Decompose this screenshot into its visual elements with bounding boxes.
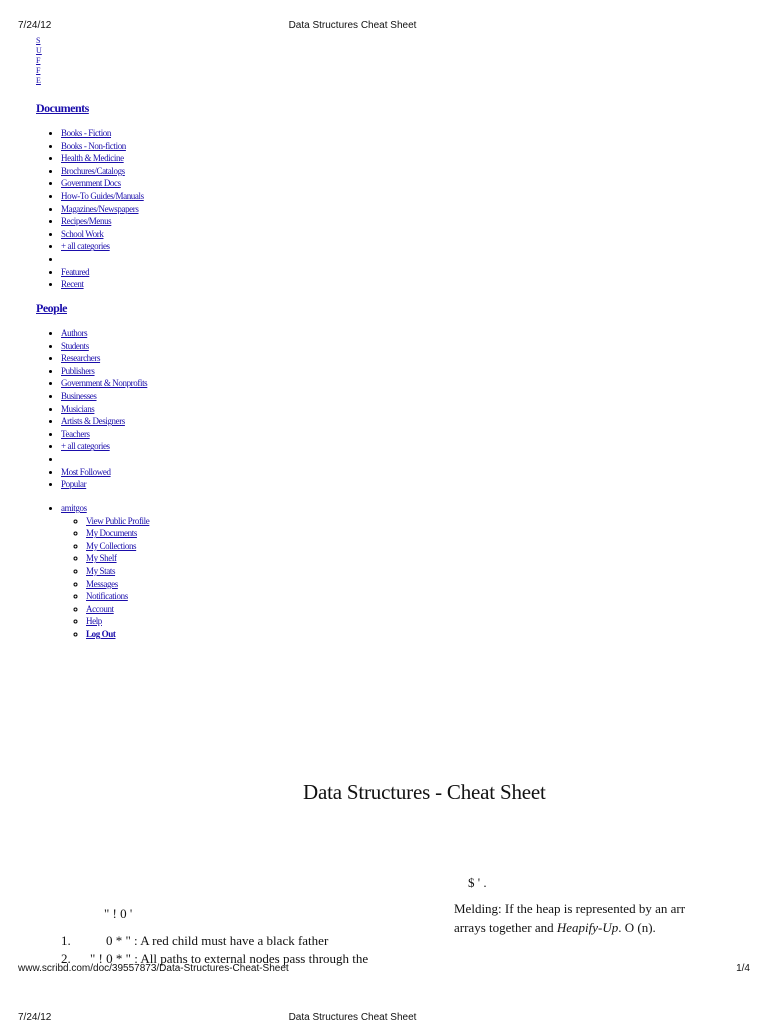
list-item	[61, 327, 147, 340]
list-item	[61, 177, 144, 190]
list-item	[86, 603, 149, 616]
category-link[interactable]: Books - Fiction	[61, 128, 112, 138]
recent-link[interactable]: Recent	[61, 279, 84, 290]
view-public-profile-link[interactable]: View Public Profile	[86, 515, 150, 526]
melding-text: arrays together and	[454, 920, 557, 935]
section-heading-fragment: $ ' .	[468, 875, 487, 890]
account-menu	[36, 502, 149, 641]
category-link[interactable]: School Work	[61, 228, 104, 239]
list-item	[61, 428, 147, 441]
list-item	[61, 365, 147, 378]
list-item	[61, 403, 147, 416]
list-item	[61, 165, 144, 178]
list-item	[61, 478, 147, 491]
category-link[interactable]: Authors	[61, 328, 88, 338]
top-nav-link[interactable]: F	[36, 66, 41, 75]
list-item	[61, 266, 144, 279]
my-collections-link[interactable]: My Collections	[86, 540, 137, 551]
section-heading-fragment: " ! 0 '	[104, 906, 133, 921]
list-item	[61, 240, 144, 253]
list-item	[61, 140, 144, 153]
my-stats-link[interactable]: My Stats	[86, 565, 116, 576]
category-link[interactable]: Publishers	[61, 365, 95, 376]
list-item	[61, 203, 144, 216]
all-categories-link[interactable]: + all categories	[61, 241, 110, 252]
list-item	[61, 228, 144, 241]
list-item-empty	[61, 253, 144, 266]
red-child-rule: 0 * " : A red child must have a black father	[106, 933, 329, 948]
top-nav-links	[36, 36, 42, 86]
my-documents-link[interactable]: My Documents	[86, 528, 137, 539]
list-item	[86, 527, 149, 540]
category-link[interactable]: Magazines/Newspapers	[61, 203, 139, 214]
list-item	[86, 578, 149, 591]
page-number: 1/4	[736, 963, 750, 974]
messages-link[interactable]: Messages	[86, 578, 118, 589]
all-categories-link[interactable]: + all categories	[61, 441, 110, 452]
top-nav-link[interactable]: F	[36, 56, 41, 65]
people-category-list	[36, 327, 147, 491]
category-link[interactable]: Books - Non-fiction	[61, 140, 126, 151]
my-shelf-link[interactable]: My Shelf	[86, 553, 117, 564]
print-title: Data Structures Cheat Sheet	[288, 1012, 417, 1023]
account-link[interactable]: Account	[86, 603, 114, 614]
list-item	[86, 628, 149, 641]
list-item	[86, 552, 149, 565]
page-url: www.scribd.com/doc/39557873/Data-Structures-Cheat-Sheet	[18, 963, 289, 974]
list-item	[61, 352, 147, 365]
account-user-item	[61, 502, 149, 641]
list-item	[61, 466, 147, 479]
username-link[interactable]: amitgos	[61, 503, 87, 513]
list-item	[86, 590, 149, 603]
account-submenu	[61, 515, 149, 641]
help-link[interactable]: Help	[86, 616, 102, 627]
most-followed-link[interactable]: Most Followed	[61, 466, 111, 477]
list-item	[61, 127, 144, 140]
document-title: Data Structures - Cheat Sheet	[303, 780, 546, 804]
list-number: 1.	[61, 933, 71, 948]
list-item	[61, 440, 147, 453]
category-link[interactable]: Teachers	[61, 428, 90, 439]
top-nav-link[interactable]: U	[36, 46, 42, 55]
featured-link[interactable]: Featured	[61, 266, 90, 277]
print-footer	[0, 963, 768, 977]
print-title: Data Structures Cheat Sheet	[288, 20, 417, 31]
melding-text-end: . O (n).	[618, 920, 656, 935]
popular-link[interactable]: Popular	[61, 479, 87, 490]
melding-line-2	[454, 920, 656, 936]
list-item	[61, 415, 147, 428]
list-item	[61, 278, 144, 291]
list-item	[61, 377, 147, 390]
melding-line-1: Melding: If the heap is represented by an arr	[454, 901, 686, 916]
list-number: 2.	[61, 951, 71, 966]
category-link[interactable]: How-To Guides/Manuals	[61, 190, 144, 201]
top-nav-link[interactable]: E	[36, 76, 41, 85]
melding-italic: Heapify-Up	[556, 920, 619, 935]
category-link[interactable]: Businesses	[61, 390, 97, 401]
category-link[interactable]: Researchers	[61, 353, 101, 364]
category-link[interactable]: Musicians	[61, 403, 95, 414]
category-link[interactable]: Artists & Designers	[61, 416, 125, 427]
print-date: 7/24/12	[18, 1012, 52, 1023]
documents-heading[interactable]	[36, 101, 89, 116]
top-nav-link[interactable]: S	[36, 36, 41, 45]
list-item-empty	[61, 453, 147, 466]
list-item	[86, 515, 149, 528]
list-item	[61, 190, 144, 203]
log-out-link[interactable]: Log Out	[86, 628, 116, 639]
document-body	[0, 870, 768, 966]
list-item	[86, 540, 149, 553]
people-heading[interactable]	[36, 301, 67, 316]
category-link[interactable]: Health & Medicine	[61, 153, 124, 164]
list-item	[86, 565, 149, 578]
people-heading-link[interactable]: People	[36, 301, 67, 315]
category-link[interactable]: Brochures/Catalogs	[61, 165, 125, 176]
black-height-rule: " ! 0 * " : All paths to external nodes pass through the	[90, 951, 369, 966]
print-header-page-2	[0, 1012, 768, 1032]
print-header	[0, 20, 768, 40]
category-link[interactable]: Government & Nonprofits	[61, 378, 148, 389]
list-item	[61, 215, 144, 228]
list-item	[61, 152, 144, 165]
category-link[interactable]: Students	[61, 340, 89, 351]
notifications-link[interactable]: Notifications	[86, 591, 128, 602]
category-link[interactable]: Government Docs	[61, 178, 121, 189]
list-item	[86, 615, 149, 628]
documents-category-list	[36, 127, 144, 291]
documents-heading-link[interactable]: Documents	[36, 101, 89, 115]
category-link[interactable]: Recipes/Menus	[61, 216, 112, 227]
list-item	[61, 340, 147, 353]
list-item	[61, 390, 147, 403]
print-date: 7/24/12	[18, 20, 52, 31]
